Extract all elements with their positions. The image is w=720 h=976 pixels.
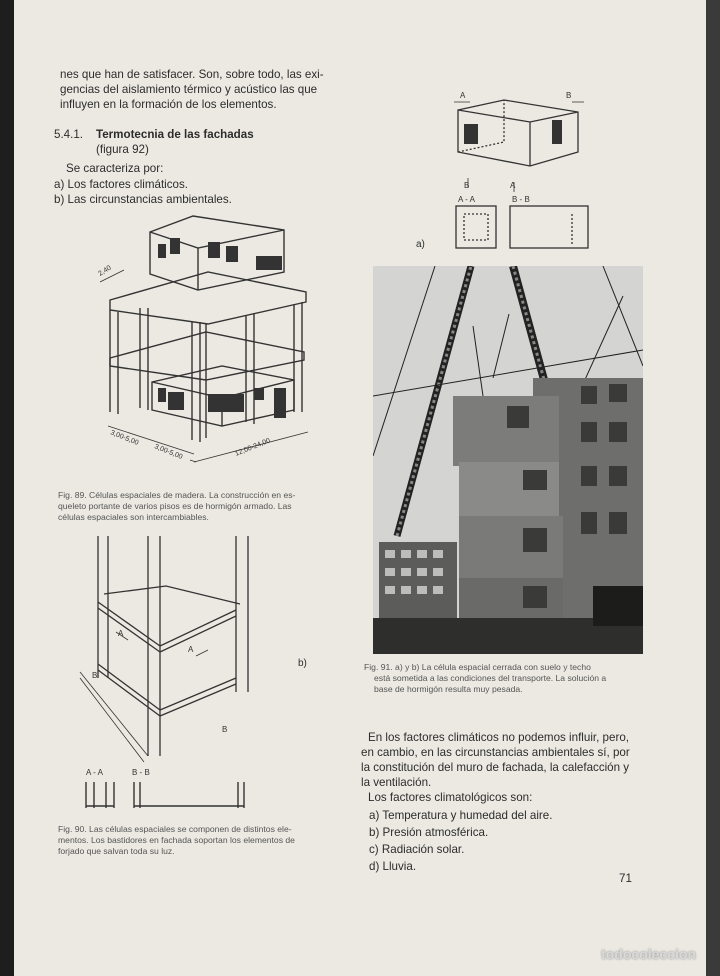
section-figure-ref: (figura 92) — [96, 143, 149, 156]
intro-line: gencias del aislamiento térmico y acústico las que — [60, 83, 318, 96]
intro-line: nes que han de satisfacer. Son, sobre todo, las exi- — [60, 68, 324, 81]
fig90-marker: B — [92, 671, 98, 680]
fig90-caption: Fig. 90. Las células espaciales se componen de distintos ele- — [58, 824, 292, 834]
fig90-marker: A — [188, 645, 194, 654]
factors-lead: Los factores climatológicos son: — [368, 791, 533, 804]
fig91a-drawing — [444, 88, 594, 258]
page-number: 71 — [619, 872, 632, 885]
characterized-item: a) Los factores climáticos. — [54, 178, 189, 191]
fig91-caption: base de hormigón resulta muy pesada. — [374, 684, 523, 694]
page-edge — [0, 0, 14, 976]
fig90-caption: forjado que salvan toda su luz. — [58, 846, 175, 856]
section-title: Termotecnia de las fachadas — [96, 128, 254, 141]
watermark: todocoleccion — [601, 946, 696, 962]
fig91-caption: está sometida a las condiciones del transporte. La solución a — [374, 673, 607, 683]
crane-photo — [373, 266, 643, 654]
fig90-panel-label: b) — [298, 658, 307, 669]
fig91-section-label: A - A — [458, 195, 475, 204]
fig90-caption: mentos. Los bastidores en fachada soportan los elementos de — [58, 835, 295, 845]
intro-line: influyen en la formación de los elementos. — [60, 98, 277, 111]
fig89-dim-label: 3,00-5,00 — [153, 443, 184, 461]
fig90-marker: A — [118, 629, 124, 638]
fig91-marker: A — [510, 181, 516, 190]
body-line: En los factores climáticos no podemos influir, pero, — [368, 731, 629, 744]
fig91-panel-label: a) — [416, 239, 425, 250]
fig90-sections — [80, 778, 260, 816]
fig91-section-label: B - B — [512, 195, 530, 204]
fig89-caption: queleto portante de varios pisos es de hormigón armado. Las — [58, 501, 292, 511]
body-line: la ventilación. — [361, 776, 432, 789]
characterized-item: b) Las circunstancias ambientales. — [54, 193, 232, 206]
fig89-dim-label: 2,40 — [97, 264, 113, 278]
fig91-caption: Fig. 91. a) y b) La célula espacial cerrada con suelo y techo — [364, 662, 591, 672]
characterized-lead: Se caracteriza por: — [66, 162, 164, 175]
fig89-dim-label: 3,00-5,00 — [109, 429, 140, 447]
body-line: la constitución del muro de fachada, la calefacción y — [361, 761, 630, 774]
factor-item: c) Radiación solar. — [369, 843, 465, 856]
factor-item: b) Presión atmosférica. — [369, 826, 489, 839]
body-line: en cambio, en las circunstancias ambientales sí, por — [361, 746, 630, 759]
fig90-drawing — [76, 532, 266, 768]
fig89-dim-label: 12,00-24,00 — [234, 437, 272, 458]
crane-photo-illustration — [373, 266, 643, 654]
fig91-marker: A — [460, 91, 466, 100]
fig89-caption: células espaciales son intercambiables. — [58, 512, 209, 522]
section-number: 5.4.1. — [54, 128, 84, 141]
fig89-caption: Fig. 89. Células espaciales de madera. La construcción en es- — [58, 490, 296, 500]
factor-item: d) Lluvia. — [369, 860, 417, 873]
fig89-drawing — [88, 212, 328, 482]
fig90-marker: B — [222, 725, 228, 734]
fig90-section-label: B - B — [132, 768, 150, 777]
book-page — [14, 0, 706, 976]
factor-item: a) Temperatura y humedad del aire. — [369, 809, 553, 822]
fig90-section-label: A - A — [86, 768, 103, 777]
fig91-marker: B — [566, 91, 572, 100]
fig91-marker: B — [464, 181, 470, 190]
